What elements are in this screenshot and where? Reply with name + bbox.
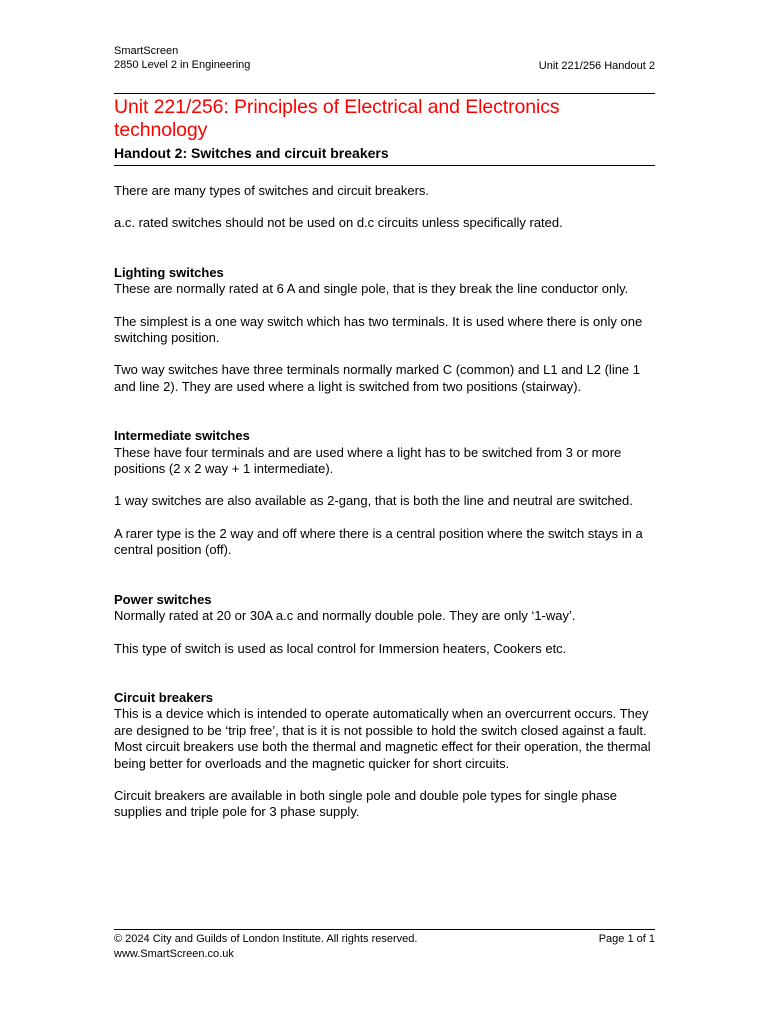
- paragraph: This is a device which is intended to operate automatically when an overcurrent occurs. They are designed to be ‘trip free’, that is it is not possible to hold the switch closed against a fault. Most circuit breakers use both the thermal and magnetic effect for their operation, the thermal being better for overloads and the magnetic quicker for short circuits.: [114, 706, 651, 771]
- page-title: Unit 221/256: Principles of Electrical and Electronics technology: [114, 96, 560, 141]
- document-page: [114, 44, 655, 821]
- section-heading-intermediate: Intermediate switches: [114, 428, 250, 444]
- paragraph: 1 way switches are also available as 2-gang, that is both the line and neutral are switched.: [114, 493, 633, 509]
- footer-website: www.SmartScreen.co.uk: [114, 948, 234, 960]
- document-body: [114, 183, 655, 821]
- footer-divider: [114, 929, 655, 930]
- page-footer: [114, 929, 655, 962]
- paragraph: This type of switch is used as local control for Immersion heaters, Cookers etc.: [114, 640, 567, 656]
- paragraph: The simplest is a one way switch which has two terminals. It is used where there is only one switching position.: [114, 313, 643, 346]
- paragraph: Two way switches have three terminals normally marked C (common) and L1 and L2 (line 1 and line 2). They are used where a light is switched from two positions (stairway).: [114, 362, 641, 394]
- section-heading-lighting: Lighting switches: [114, 264, 224, 280]
- intro-paragraph: a.c. rated switches should not be used on d.c circuits unless specifically rated.: [114, 215, 563, 231]
- footer-page-number: Page 1 of 1: [598, 933, 655, 945]
- header-org: SmartScreen: [114, 45, 179, 57]
- header-handout-ref: Unit 221/256 Handout 2: [538, 60, 655, 72]
- paragraph: A rarer type is the 2 way and off where there is a central position where the switch stays in a central position (off).: [114, 525, 643, 558]
- section-heading-circuit-breakers: Circuit breakers: [114, 689, 213, 705]
- section-heading-power: Power switches: [114, 591, 212, 607]
- paragraph: Normally rated at 20 or 30A a.c and normally double pole. They are only ‘1-way’.: [114, 608, 576, 624]
- header-divider: [114, 93, 655, 94]
- title-divider: [114, 165, 655, 166]
- page-subtitle: Handout 2: Switches and circuit breakers: [114, 145, 389, 161]
- paragraph: Circuit breakers are available in both single pole and double pole types for single phase supplies and triple pole for 3 phase supply.: [114, 787, 617, 820]
- footer-copyright: © 2024 City and Guilds of London Institute. All rights reserved.: [114, 933, 418, 945]
- intro-paragraph: There are many types of switches and circuit breakers.: [114, 183, 430, 198]
- paragraph: These have four terminals and are used where a light has to be switched from 3 or more positions (2 x 2 way + 1 intermediate).: [114, 444, 622, 477]
- paragraph: These are normally rated at 6 A and single pole, that is they break the line conductor only.: [114, 281, 629, 297]
- page-header: [114, 44, 655, 74]
- header-course: 2850 Level 2 in Engineering: [114, 59, 251, 71]
